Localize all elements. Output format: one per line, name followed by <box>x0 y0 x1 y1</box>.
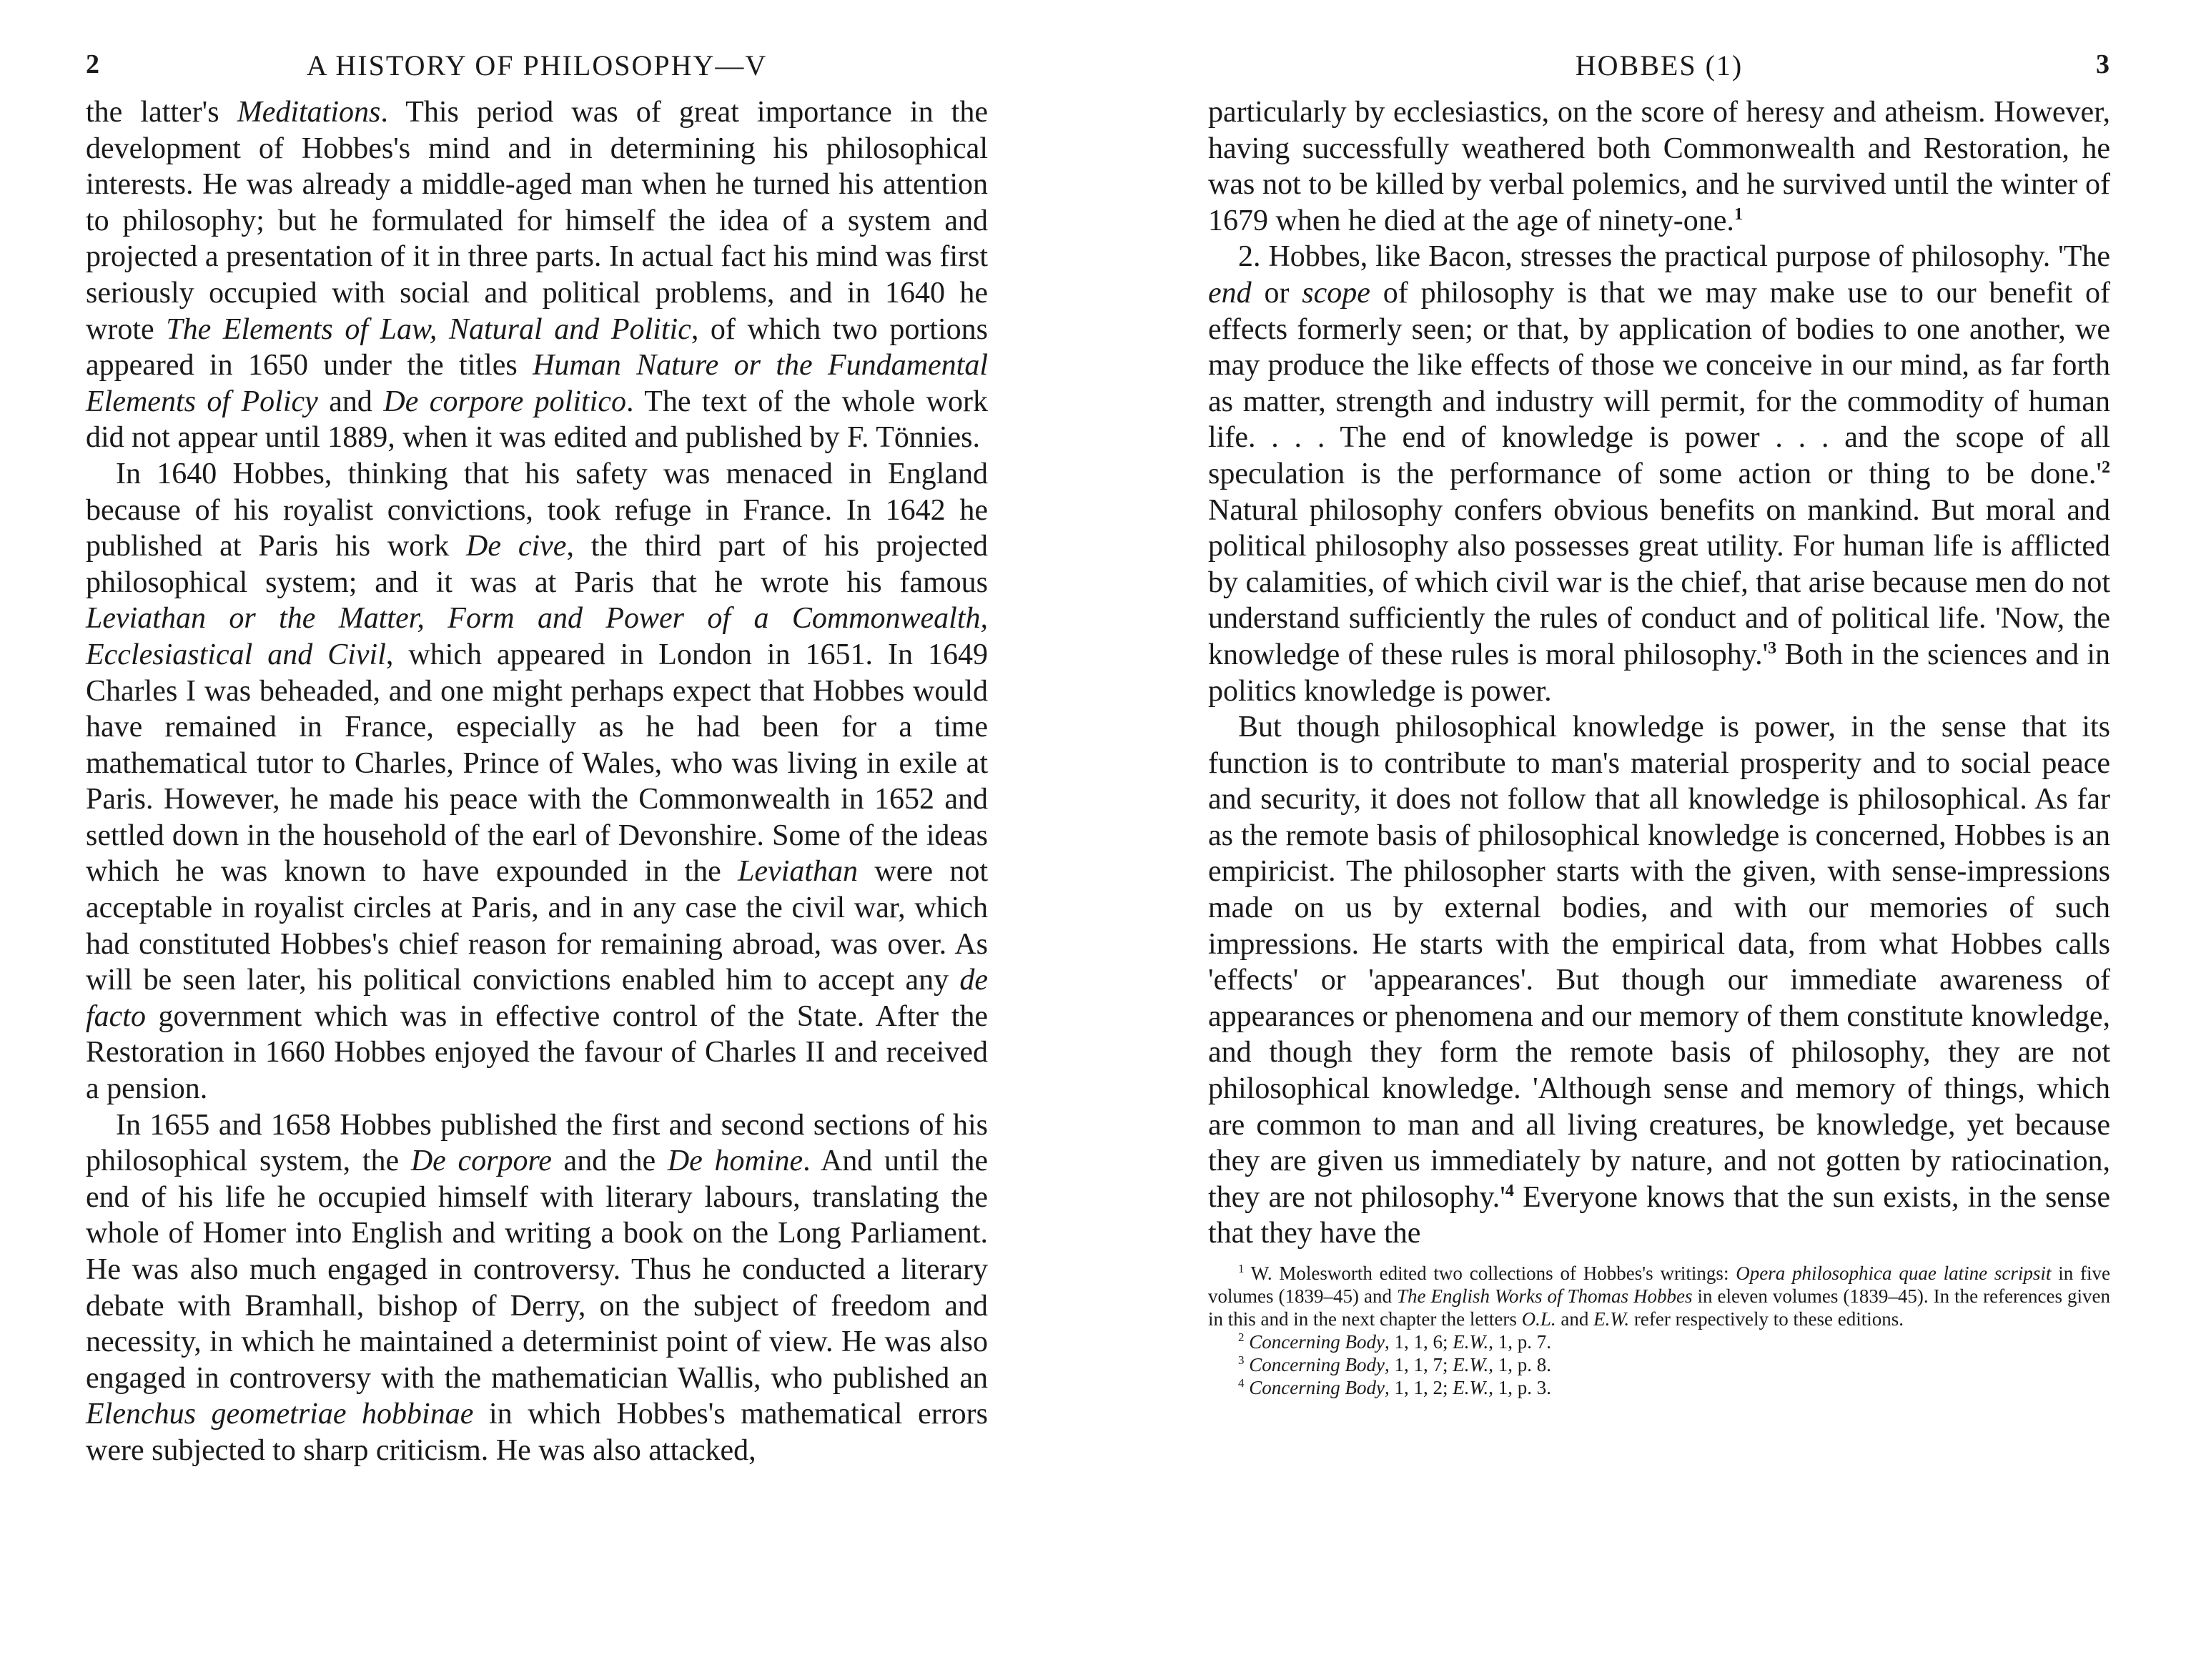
paragraph: the latter's Meditations. This period was of great importance in the development of Hobbes's mind and in determining his philosophical interests. He was already a middle-aged man when he turned his attention to philosophy; but he formulated for himself the idea of a system and projected a presentation of it in three parts. In actual fact his mind was first seriously occupied with social and political problems, and in 1640 he wrote The Elements of Law, Natural and Politic, of which two portions appeared in 1650 under the titles Human Nature or the Fundamental Elements of Policy and De corpore politico. The text of the whole work did not appear until 1889, when it was edited and published by F. Tönnies. <box>86 96 989 455</box>
paragraph: In 1655 and 1658 Hobbes published the first and second sections of his philosophical system, the De corpore and the De homine. And until the end of his life he occupied himself with literary labours, translating the whole of Homer into English and writing a book on the Long Parliament. He was also much engaged in controversy. Thus he conducted a literary debate with Bramhall, bishop of Derry, on the subject of freedom and necessity, in which he maintained a determinist point of view. He was also engaged in controversy with the mathematician Wallis, who published an Elenchus geometriae hobbinae in which Hobbes's mathematical errors were subjected to sharp criticism. He was also attacked, <box>86 1108 988 1467</box>
paragraph: In 1640 Hobbes, thinking that his safety was menaced in England because of his royalist convictions, took refuge in France. In 1642 he published at Paris his work De cive, the third part of his projected philosophical system; and it was at Paris that he wrote his famous Leviathan or the Matter, Form and Power of a Commonwealth, Ecclesiastical and Civil, which appeared in London in 1651. In 1649 Charles I was beheaded, and one might perhaps expect that Hobbes would have remained in France, especially as he had been for a time mathematical tutor to Charles, Prince of Wales, who was living in exile at Paris. However, he made his peace with the Commonwealth in 1652 and settled down in the household of the earl of Devonshire. Some of the ideas which he was known to have expounded in the Leviathan were not acceptable in royalist circles at Paris, and in any case the civil war, which had constituted Hobbes's chief reason for remaining abroad, was over. As will be seen later, his political convictions enabled him to accept any de facto government which was in effective control of the State. After the Restoration in 1660 Hobbes enjoyed the favour of Charles II and received a pension. <box>86 457 989 1106</box>
footnote-ref: 3 <box>1768 638 1777 658</box>
paragraph: particularly by ecclesiastics, on the score of heresy and atheism. However, having successfully weathered both Commonwealth and Restoration, he was not to be killed by verbal polemics, and he survived until the winter of 1679 when he died at the age of ninety-one.$^1$ <box>1208 96 2110 237</box>
footnote-ref: 4 <box>1505 1181 1514 1200</box>
right-page <box>1208 49 2110 1399</box>
paragraph: But though philosophical knowledge is power, in the sense that its function is to contribute to man's material prosperity and to social peace and security, it does not follow that all knowledge is philosophical. As far as the remote basis of philosophical knowledge is concerned, Hobbes is an empiricist. The philosopher starts with the given, with sense-impressions made on us by external bodies, and with our memories of such impressions. He starts with the empirical data, from what Hobbes calls 'effects' or 'appearances'. But though our immediate awareness of appearances or phenomena and our memory of them constitute knowledge, and though they form the remote basis of philosophy, they are not philosophical knowledge. 'Although sense and memory of things, which are common to man and all living creatures, be knowledge, yet because they are given us immediately by nature, and not gotten by ratiocination, they are not philosophy.'$^4$ Everyone knows that the sun exists, in the sense that they have the <box>1208 711 2111 1250</box>
footnote-ref: 2 <box>2102 458 2110 477</box>
footnote: $^1$ W. Molesworth edited two collections of Hobbes's writings: Opera philosophica quae latine scripsit in five volumes (1839–45) and The English Works of Thomas Hobbes in eleven volumes (1839–45). In the references given in this and in the next chapter the letters O.L. and E.W. refer respectively to these editions. <box>1208 1262 2110 1330</box>
running-head: HOBBES (1) <box>1575 49 1744 81</box>
footnote-ref: 1 <box>1734 204 1743 224</box>
running-head: A HISTORY OF PHILOSOPHY—V <box>306 49 768 81</box>
left-page <box>86 49 988 1469</box>
page-number: 2 <box>86 49 100 79</box>
footnote: $^3$ Concerning Body, 1, 1, 7; E.W., 1, p. 8. <box>1238 1353 1551 1375</box>
left-page-header <box>86 49 988 94</box>
footnote: $^2$ Concerning Body, 1, 1, 6; E.W., 1, p. 7. <box>1238 1330 1551 1353</box>
paragraph: 2. Hobbes, like Bacon, stresses the practical purpose of philosophy. 'The end or scope of philosophy is that we may make use to our benefit of effects formerly seen; or that, by application of bodies to one another, we may produce the like effects of those we conceive in our mind, as far forth as matter, strength and industry will permit, for the commodity of human life. . . . The end of knowledge is power . . . and the scope of all speculation is the performance of some action or thing to be done.'$^2$ Natural philosophy confers obvious benefits on mankind. But moral and political philosophy also possesses great utility. For human life is afflicted by calamities, of which civil war is the chief, that arise because men do not understand sufficiently the rules of conduct and of political life. 'Now, the knowledge of these rules is moral philosophy.'$^3$ Both in the sciences and in politics knowledge is power. <box>1208 240 2110 708</box>
footnotes <box>1208 1262 2110 1399</box>
right-page-header <box>1208 49 2110 94</box>
page-number: 3 <box>2096 49 2110 79</box>
footnote: $^4$ Concerning Body, 1, 1, 2; E.W., 1, p. 3. <box>1238 1376 1551 1398</box>
